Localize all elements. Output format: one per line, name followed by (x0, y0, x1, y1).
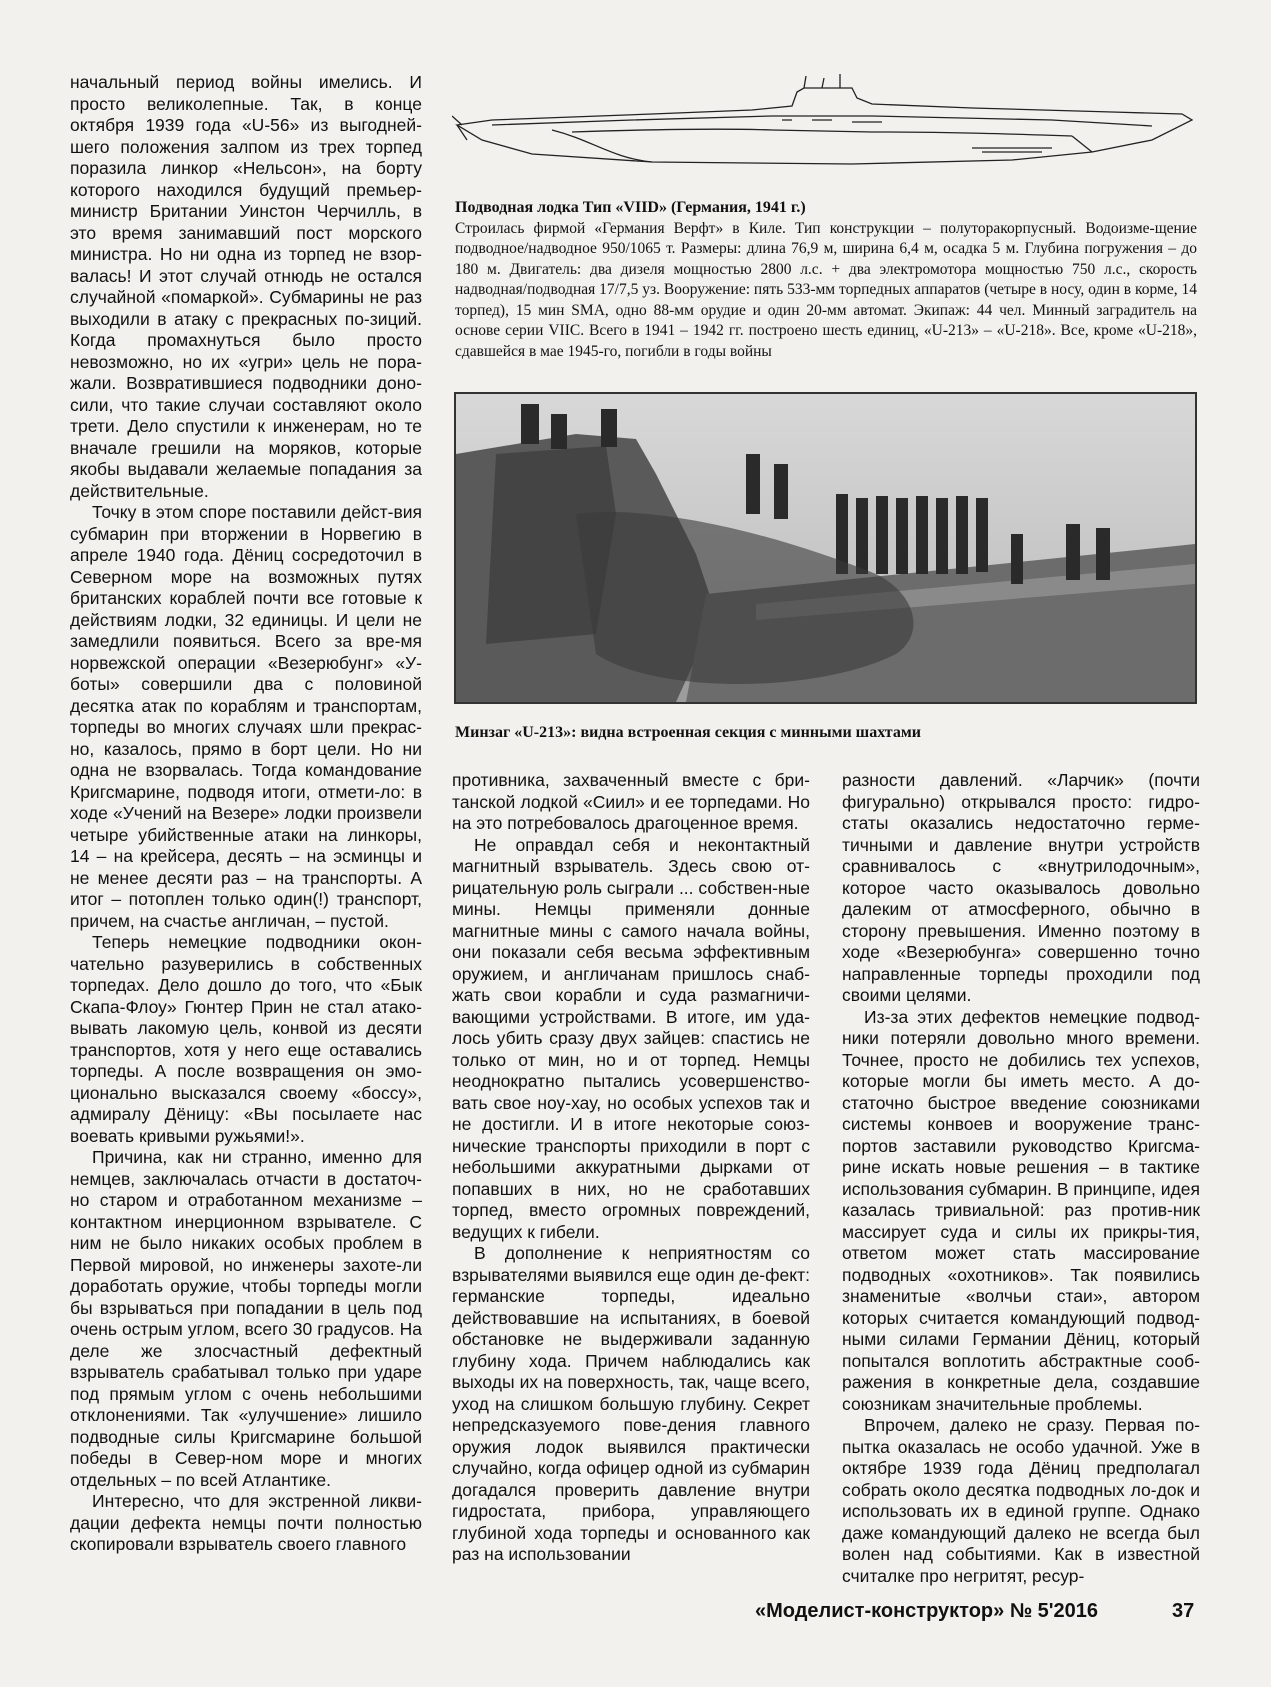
paragraph: Из-за этих дефектов немецкие подвод-ники потеряли довольно много времени. Точнее, просто не добились тех успехов, которые могли бы иметь место. А до-статочно быстрое введение союзниками системы конвоев и вооружение транс-портов заставили руководство Кригсма-рине искать новые решения – в тактике использования субмарин. В принципе, идея казалась тривиальной: раз против-ник массирует суда и силы их прикры-тия, ответом может стать массирование подводных «охотников». Так появились знаменитые «волчьи стаи», автором которых считается командующий подвод-ными силами Германии Дёниц, который попытался воплотить абстрактные сооб-ражения в конкретные дела, создавшие союзникам значительные проблемы. (842, 1006, 1200, 1414)
paragraph: начальный период войны имелись. И просто великолепные. Так, в конце октября 1939 года «U-56» из выгодней-шего положения залпом из трех торпед поразила линкор «Нельсон», на борту которого находился будущий премьер-министр Британии Уинстон Черчилль, в это время занимавший пост морского министра. Но ни одна из торпед не взор-валась! И этот случай отнюдь не остался случайной «помаркой». Субмарины не раз выходили в атаку с прекрасных по-зиций. Когда промахнуться было просто невозможно, но их «угри» цель не пора-жали. Возвратившиеся подводники доно-сили, что такие случаи составляют около трети. Дело спустили к инженерам, но те вначале грешили на моряков, которые якобы выдавали желаемые попадания за действительные. (70, 72, 422, 501)
text-column-1 (70, 72, 422, 1556)
magazine-footer: «Моделист-конструктор» № 5'2016 (755, 1600, 1099, 1622)
submarine-photo (454, 392, 1197, 704)
paragraph: разности давлений. «Ларчик» (почти фигурально) открывался просто: гидро-статы оказались недостаточно герме-тичными и давление внутри устройств сравнивалось с «внутрилодочным», которое часто оказывалось довольно далеким от атмосферного, обычно в сторону превышения. Именно поэтому в ходе «Везерюбунга» совершенно точно направленные торпеды проходили под своими целями. (842, 770, 1200, 1005)
paragraph: Причина, как ни странно, именно для немцев, заключалась отчасти в достаточ-но старом и отработанном механизме – контактном инерционном взрывателе. С ним не было никаких особых проблем в Первой мировой, но инженеры захоте-ли доработать оружие, чтобы торпеды могли бы взрываться при попадании в цель под очень острым углом, всего 30 градусов. На деле же злосчастный дефектный взрыватель срабатывал только при ударе под прямым углом с очень небольшими отклонениями. Так «улучшение» лишило подводные силы Кригсмарине большой победы в Север-ном море и многих отдельных – по всей Атлантике. (70, 1147, 422, 1490)
paragraph: Впрочем, далеко не сразу. Первая по-пытка оказалась не особо удачной. Уже в октябре 1939 года Дёниц предполагал собрать около десятка подводных ло-док и использовать их в единой группе. Однако даже командующий далеко не всегда был волен над событиями. Как в известной считалке про негритят, ресур- (842, 1415, 1200, 1586)
text-column-2 (452, 770, 810, 1566)
photo-illustration (456, 394, 1195, 702)
text-column-3 (842, 770, 1200, 1587)
paragraph: Интересно, что для экстренной ликви-дации дефекта немцы почти полностью скопировали взрыватель своего главного (70, 1491, 422, 1554)
spec-title: Подводная лодка Тип «VIID» (Германия, 1941 г.) (455, 199, 806, 216)
photo-caption: Минзаг «U-213»: видна встроенная секция с минными шахтами (455, 724, 921, 741)
paragraph: Теперь немецкие подводники окон-чательно разуверились в собственных торпедах. Дело дошло до того, что «Бык Скапа-Флоу» Гюнтер Прин не стал атако-вывать лакомую цель, конвой из десяти транспортов, хотя у него еще оставались торпеды. А после возвращения он эмо-ционально высказался своему «боссу», адмиралу Дёницу: «Вы посылаете нас воевать кривыми ружьями!». (70, 932, 422, 1146)
submarine-drawing (452, 70, 1197, 190)
spec-block (455, 198, 1197, 362)
spec-text: Строилась фирмой «Германия Верфт» в Киле. Тип конструкции – полуторакорпусный. Водоизме-щение подводное/надводное 950/1065 т. Размеры: длина 76,9 м, ширина 6,4 м, осадка 5 м. Глубина погружения – до 180 м. Двигатель: два дизеля мощностью 2800 л.с. + два электромотора мощностью 750 л.с., скорость надводная/подводная 17/7,5 уз. Вооружение: пять 533-мм торпедных аппаратов (четыре в носу, один в корме, 14 торпед), 15 мин SMA, одно 88-мм орудие и один 20-мм автомат. Экипаж: 44 чел. Минный заградитель на основе серии VIIC. Всего в 1941 – 1942 гг. построено шесть единиц, «U-213» – «U-218». Все, кроме «U-218», сдавшейся в мае 1945-го, погибли в годы войны (455, 219, 1197, 360)
page-number: 37 (1172, 1600, 1195, 1622)
paragraph: В дополнение к неприятностям со взрывателями выявился еще один де-фект: германские торпеды, идеально действовавшие на испытаниях, в боевой обстановке не выдерживали заданную глубину хода. Причем наблюдались как выходы их на поверхность, так, чаще всего, уход на слишком большую глубину. Секрет непредсказуемого пове-дения главного оружия лодок выявился практически случайно, когда офицер одной из субмарин догадался проверить давление внутри гидростата, прибора, управляющего глубиной хода торпеды и основанного как раз на использовании (452, 1243, 810, 1564)
paragraph: противника, захваченный вместе с бри-танской лодкой «Сиил» и ее торпедами. Но на это потребовалось драгоценное время. (452, 770, 810, 833)
paragraph: Не оправдал себя и неконтактный магнитный взрыватель. Здесь свою от-рицательную роль сыграли ... собствен-ные мины. Немцы применяли донные магнитные мины с самого начала войны, они показали себя весьма эффективным оружием, и англичанам пришлось снаб-жать свои корабли и суда размагничи-вающими устройствами. В итоге, им уда-лось убить сразу двух зайцев: спастись не только от мин, но и от торпед. Немцы неоднократно пытались усовершенство-вать свое ноу-хау, но особых успехов так и не достигли. И в итоге некоторые союз-нические транспорты приходили в порт с небольшими аккуратными дырками от попавших в них, но не сработавших торпед, вместо огромных повреждений, ведущих к гибели. (452, 834, 810, 1242)
paragraph: Точку в этом споре поставили дейст-вия субмарин при вторжении в Норвегию в апреле 1940 года. Дёниц сосредоточил в Северном море на возможных путях британских кораблей почти все готовые к действиям лодки, 32 единицы. И цели не замедлили появиться. Всего за вре-мя норвежской операции «Везерюбунг» «У-боты» совершили два с половиной десятка атак по кораблям и транспортам, торпеды во многих случаях шли прекрас-но, казалось, прямо в борт цели. Но ни одна не взорвалась. Тогда командование Кригсмарине, подводя итоги, отмети-ло: в ходе «Учений на Везере» лодки произвели четыре убийственные атаки на линкоры, 14 – на крейсера, десять – на эсминцы и не менее десяти раз – на транспорты. А итог – потоплен только один(!) транспорт, причем, на счастье англичан, – пустой. (70, 502, 422, 931)
